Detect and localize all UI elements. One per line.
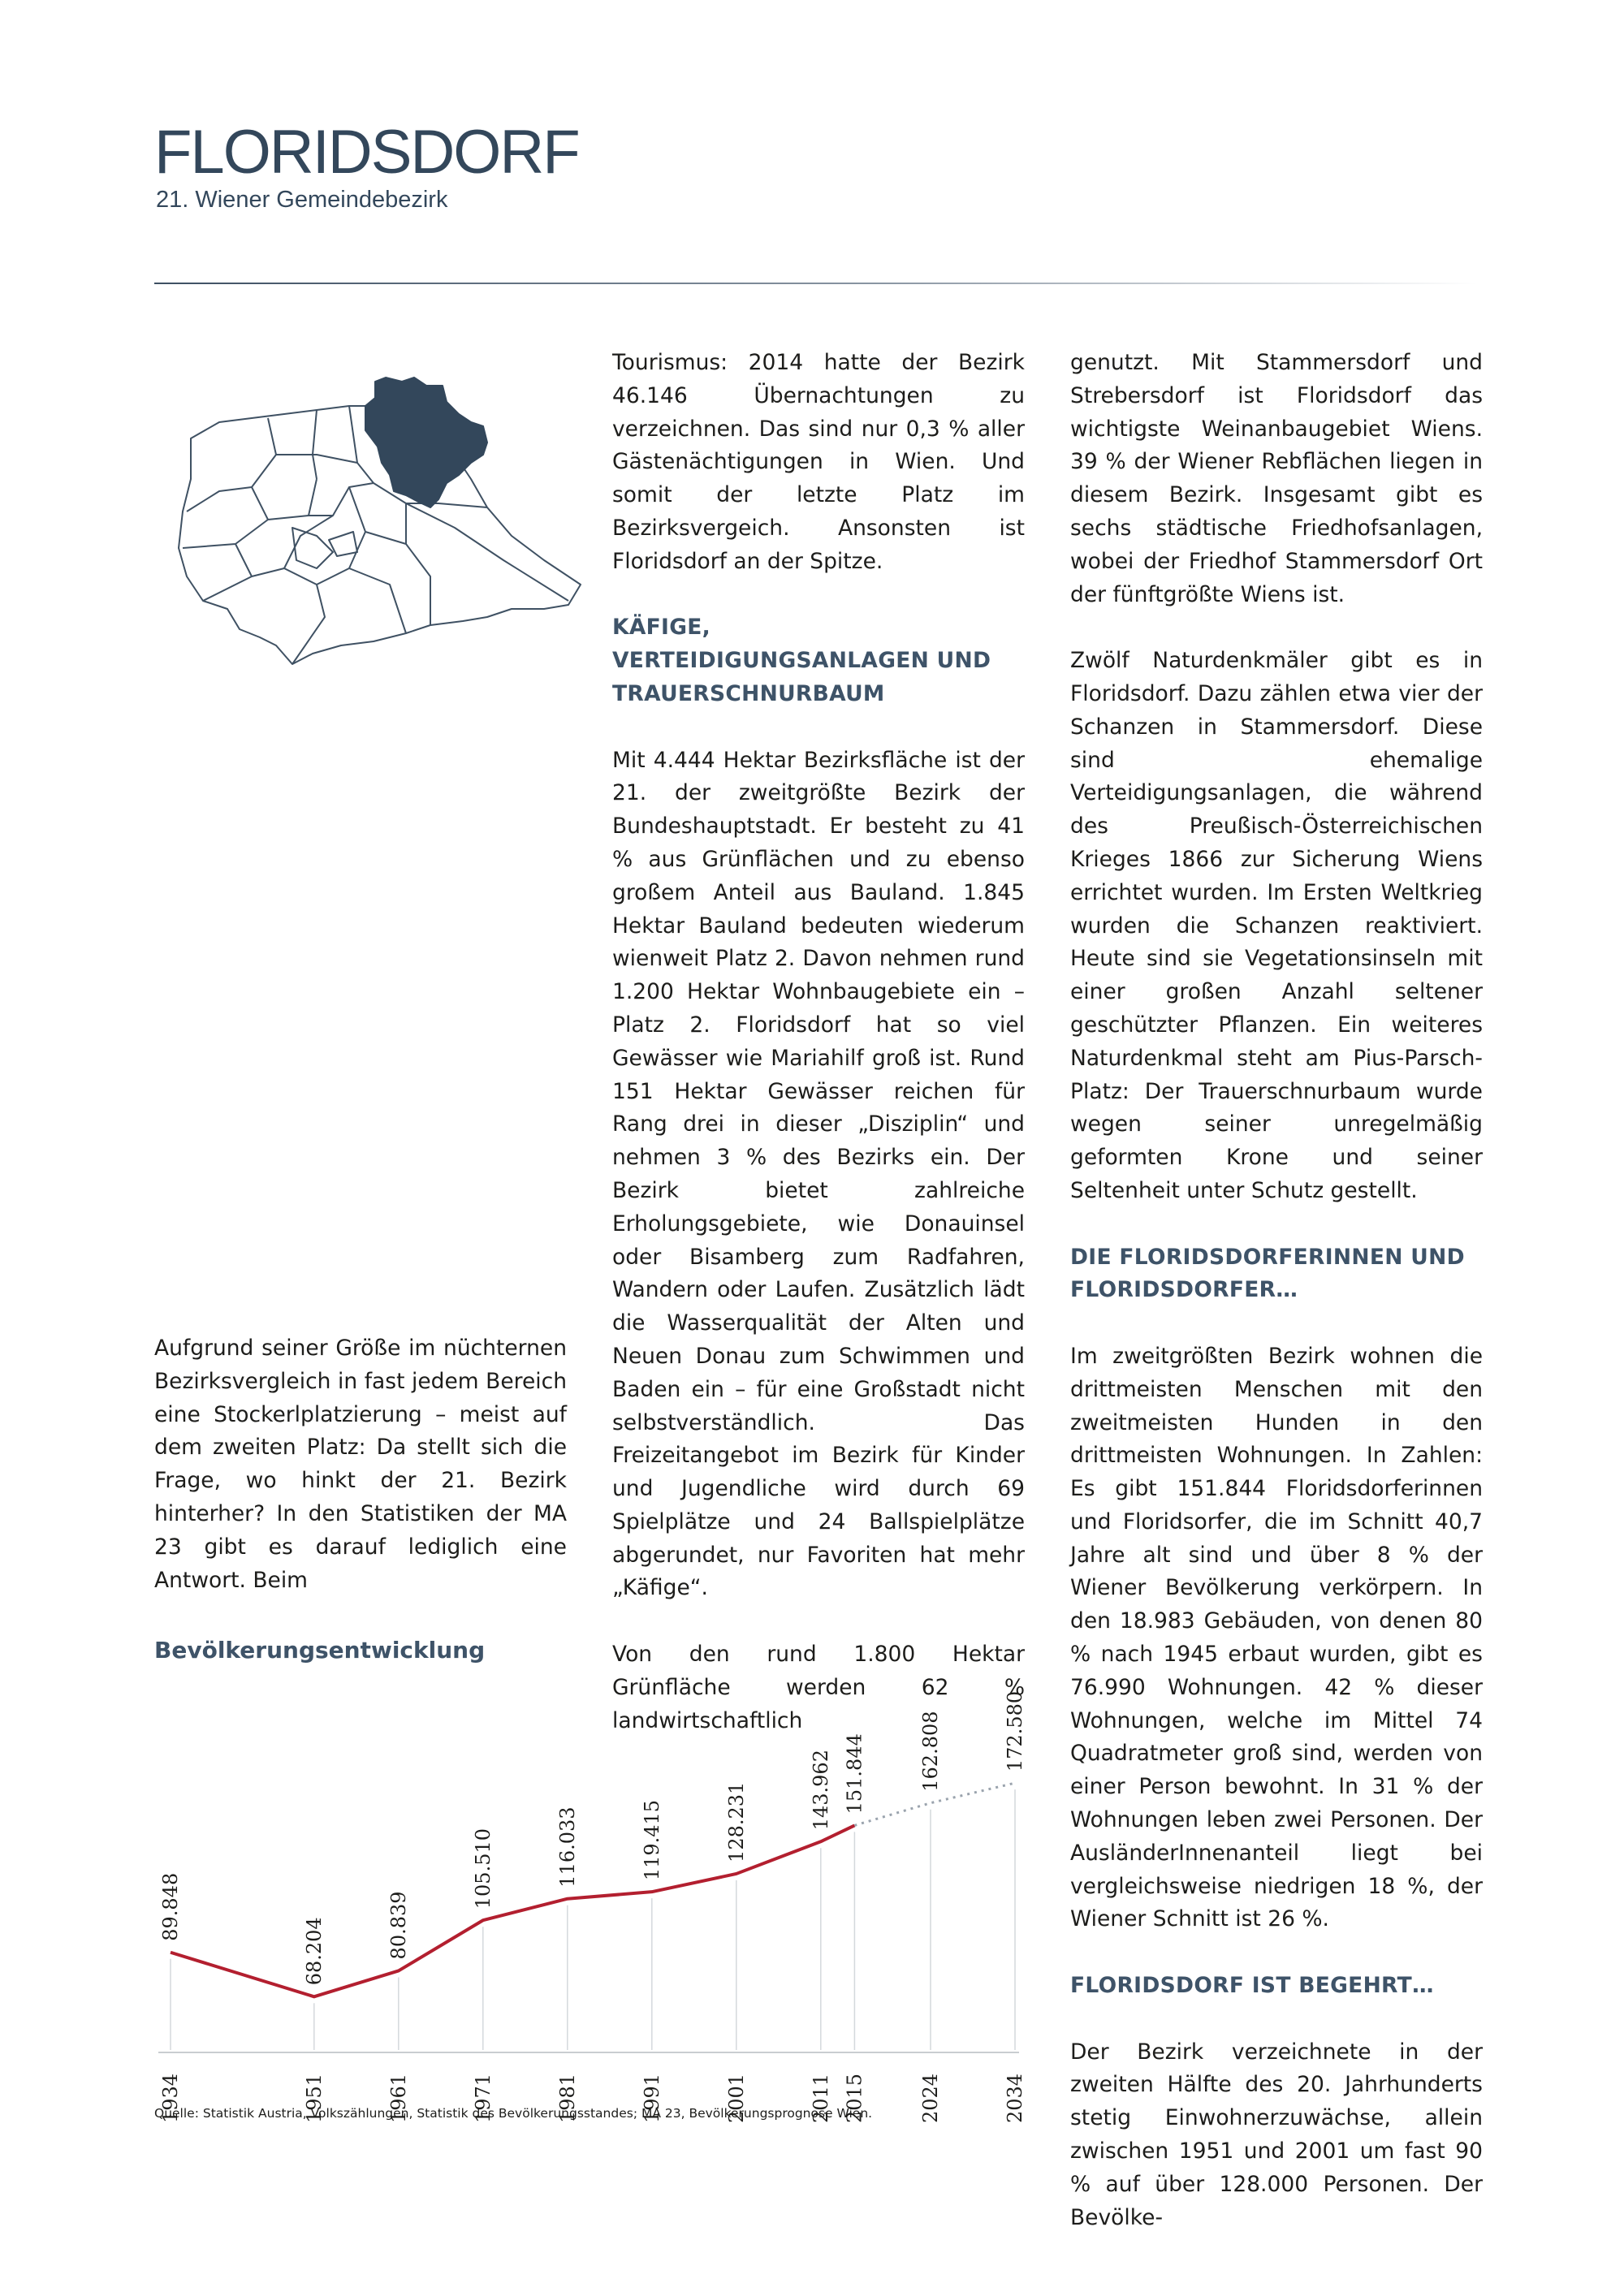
chart-x-tick-label: 2001 xyxy=(724,2073,748,2123)
chart-data-label: 172.580 xyxy=(1004,1690,1026,1772)
chart-x-tick-label: 2015 xyxy=(843,2073,866,2123)
section-heading: KÄFIGE, VERTEIDIGUNGSANLAGEN UND TRAUERSCHNURBAUM xyxy=(612,615,991,706)
chart-series-line xyxy=(171,1825,854,1996)
page-title: FLORIDSDORF xyxy=(154,118,579,187)
chart-data-label: 143.962 xyxy=(809,1750,832,1831)
text-column-2 xyxy=(612,347,1025,1737)
chart-x-tick-label: 1971 xyxy=(471,2073,495,2123)
chart-x-tick-label: 2024 xyxy=(919,2073,942,2123)
chart-x-tick-label: 1961 xyxy=(387,2073,410,2123)
text-column-1 xyxy=(154,1332,567,1597)
chart-data-label: 162.808 xyxy=(919,1711,942,1792)
chart-data-label: 89.848 xyxy=(159,1872,182,1941)
chart-data-label: 80.839 xyxy=(387,1891,410,1960)
paragraph: Der Bezirk verzeichnete in der zweiten Hälfte des 20. Jahrhunderts stetig Einwohnerzuwächse, allein zwischen 1951 und 2001 um fast 90 % auf über 128.000 Personen. Der Bevölke- xyxy=(1070,2039,1483,2230)
vienna-district-map xyxy=(162,341,585,682)
section-heading: DIE FLORIDSDORFERINNEN UND FLORIDSDORFER… xyxy=(1070,1244,1465,1303)
paragraph: Von den rund 1.800 Hektar Grünfläche werden 62 % landwirtschaftlich xyxy=(612,1642,1025,1733)
chart-x-tick-label: 1934 xyxy=(159,2073,182,2123)
section-heading: FLORIDSDORF IST BEGEHRT… xyxy=(1070,1973,1434,1999)
chart-x-tick-label: 2011 xyxy=(809,2073,832,2123)
paragraph: Aufgrund seiner Größe im nüchternen Bezirksvergleich in fast jedem Bereich eine Stockerlplatzierung – meist auf dem zweiten Platz: Da stellt sich die Frage, wo hinkt der 21. Bezirk hinterher? In den Statistiken der MA 23 gibt es darauf lediglich eine Antwort. Beim xyxy=(154,1336,567,1593)
chart-data-label: 119.415 xyxy=(640,1799,663,1881)
chart-x-tick-label: 1991 xyxy=(640,2073,663,2123)
population-chart xyxy=(138,1672,1031,2127)
chart-x-tick-label: 1981 xyxy=(555,2073,579,2123)
chart-data-label: 128.231 xyxy=(724,1781,748,1862)
chart-source: Quelle: Statistik Austria, Volkszählungen, Statistik des Bevölkerungsstandes; MA 23, Bevölkerungsprognose Wien. xyxy=(154,2106,873,2121)
chart-data-label: 105.510 xyxy=(471,1828,495,1910)
text-column-3 xyxy=(1070,347,1483,2234)
chart-title: Bevölkerungsentwicklung xyxy=(154,1637,486,1664)
chart-x-tick-label: 2034 xyxy=(1004,2073,1026,2123)
paragraph: Tourismus: 2014 hatte der Bezirk 46.146 Übernachtungen zu verzeichnen. Das sind nur 0,3 % aller Gästenächtigungen in Wien. Und somit der letzte Platz im Bezirksvergeich. Ansonsten ist Floridsdorf an der Spitze. xyxy=(612,350,1025,574)
paragraph: Mit 4.444 Hektar Bezirksfläche ist der 21. der zweitgrößte Bezirk der Bundeshauptstadt. Er besteht zu 41 % aus Grünflächen und zu ebenso großem Anteil aus Bauland. 1.845 Hektar Bauland bedeuten wiederum wienweit Platz 2. Davon nehmen rund 1.200 Hektar Wohnbaugebiete ein – Platz 2. Floridsdorf hat so viel Gewässer wie Mariahilf groß ist. Rund 151 Hektar Gewässer reichen für Rang drei in dieser „Disziplin“ und nehmen 3 % des Bezirks ein. Der Bezirk bietet zahlreiche Erholungsgebiete, wie Donauinsel oder Bisamberg zum Radfahren, Wandern oder Laufen. Zusätzlich lädt die Wasserqualität der Alten und Neuen Donau zum Schwimmen und Baden ein – für eine Großstadt nicht selbstverständlich. Das Freizeitangebot im Bezirk für Kinder und Jugendliche wird durch 69 Spielplätze und 24 Ballspielplätze abgerundet, nur Favoriten hat mehr „Käfige“. xyxy=(612,747,1025,1601)
paragraph: genutzt. Mit Stammersdorf und Strebersdorf ist Floridsdorf das wichtigste Weinanbaugebiet Wiens. 39 % der Wiener Rebflächen liegen in diesem Bezirk. Insgesamt gibt es sechs städtische Friedhofsanlagen, wobei der Friedhof Stammersdorf Ort der fünftgrößte Wiens ist. xyxy=(1070,350,1483,607)
chart-x-tick-label: 1951 xyxy=(302,2073,326,2123)
header-rule xyxy=(154,283,1478,284)
chart-data-label: 116.033 xyxy=(555,1806,579,1888)
paragraph: Im zweitgrößten Bezirk wohnen die drittmeisten Menschen mit den zweitmeisten Hunden in den drittmeisten Wohnungen. In Zahlen: Es gibt 151.844 Floridsdorferinnen und Floridsorfer, die im Schnitt 40,7 Jahre alt sind und über 8 % der Wiener Bevölkerung verkörpern. In den 18.983 Gebäuden, von denen 80 % nach 1945 erbaut wurden, gibt es 76.990 Wohnungen. 42 % dieser Wohnungen, welche im Mittel 74 Quadratmeter groß sind, werden von einer Person bewohnt. In 31 % der Wohnungen leben zwei Personen. Der AusländerInnenanteil liegt bei vergleichsweise niedrigen 18 %, der Wiener Schnitt ist 26 %. xyxy=(1070,1343,1483,1932)
chart-data-label: 68.204 xyxy=(302,1917,326,1986)
paragraph: Zwölf Naturdenkmäler gibt es in Floridsdorf. Dazu zählen etwa vier der Schanzen in Stammersdorf. Diese sind ehemalige Verteidigungsanlagen, die während des Preußisch-Österreichischen Krieges 1866 zur Sicherung Wiens errichtet wurden. Im Ersten Weltkrieg wurden die Schanzen reaktiviert. Heute sind sie Vegetationsinseln mit einer großen Anzahl seltener geschützter Pflanzen. Ein weiteres Naturdenkmal steht am Pius-Parsch-Platz: Der Trauerschnurbaum wurde wegen seiner unregelmäßig geformten Krone und seiner Seltenheit unter Schutz gestellt. xyxy=(1070,648,1483,1203)
page-subtitle: 21. Wiener Gemeindebezirk xyxy=(156,187,448,213)
chart-data-label: 151.844 xyxy=(843,1733,866,1815)
